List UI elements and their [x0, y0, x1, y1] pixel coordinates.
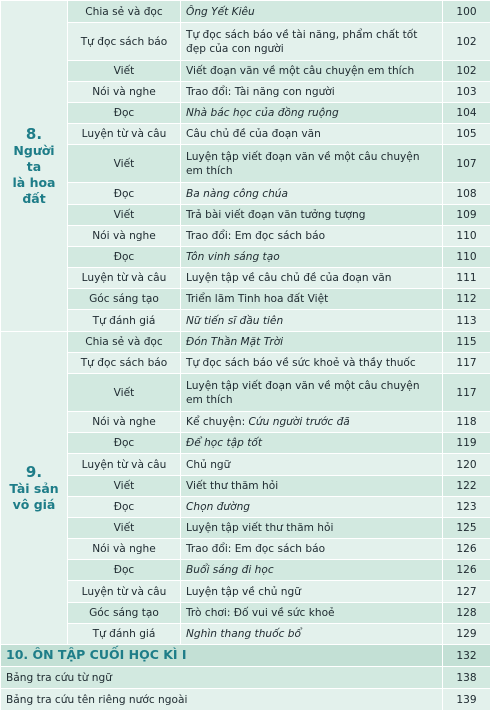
review-title-text: 10. ÔN TẬP CUỐI HỌC KÌ I: [6, 647, 187, 662]
lesson-activity: Tự đọc sách báo: [68, 353, 181, 374]
lesson-activity: Đọc: [68, 103, 181, 124]
lesson-activity: Đọc: [68, 497, 181, 518]
unit-name-line1: Người ta: [13, 142, 55, 174]
lesson-page-number: 104: [443, 103, 491, 124]
lesson-title-text: Trả bài viết đoạn văn tưởng tượng: [186, 209, 366, 221]
lesson-activity: Góc sáng tạo: [68, 603, 181, 624]
appendix-page-number: 138: [443, 667, 491, 689]
lesson-activity: Chia sẻ và đọc: [68, 332, 181, 353]
lesson-title-text: Trò chơi: Đố vui về sức khoẻ: [186, 607, 335, 619]
lesson-title[interactable]: [181, 539, 443, 560]
lesson-activity: Góc sáng tạo: [68, 289, 181, 310]
lesson-page-number: 117: [443, 374, 491, 412]
lesson-title-text: Trao đổi: Em đọc sách báo: [186, 230, 326, 242]
lesson-title-text: Nhà bác học của đồng ruộng: [186, 107, 339, 119]
lesson-page-number: 112: [443, 289, 491, 310]
lesson-title[interactable]: [181, 603, 443, 624]
lesson-title[interactable]: [181, 624, 443, 645]
lesson-activity: Đọc: [68, 247, 181, 268]
lesson-title-text: Nữ tiến sĩ đầu tiên: [186, 314, 284, 327]
lesson-page-number: 122: [443, 476, 491, 497]
lesson-page-number: 111: [443, 268, 491, 289]
lesson-title[interactable]: [181, 560, 443, 581]
appendix-row: [1, 667, 491, 689]
lesson-page-number: 109: [443, 205, 491, 226]
lesson-page-number: 117: [443, 353, 491, 374]
lesson-page-number: 102: [443, 23, 491, 61]
lesson-page-number: 103: [443, 82, 491, 103]
lesson-title[interactable]: [181, 310, 443, 332]
lesson-title[interactable]: [181, 454, 443, 476]
review-title[interactable]: [1, 645, 443, 667]
lesson-title[interactable]: [181, 205, 443, 226]
lesson-title[interactable]: [181, 353, 443, 374]
lesson-title-text: Ba nàng công chúa: [186, 187, 288, 200]
appendix-title[interactable]: Bảng tra cứu từ ngữ: [1, 667, 443, 689]
lesson-title[interactable]: [181, 332, 443, 353]
lesson-title[interactable]: [181, 433, 443, 454]
lesson-row: [1, 82, 491, 103]
lesson-activity: Nói và nghe: [68, 539, 181, 560]
lesson-row: [1, 103, 491, 124]
lesson-title[interactable]: [181, 289, 443, 310]
lesson-page-number: 127: [443, 581, 491, 603]
lesson-title[interactable]: [181, 497, 443, 518]
unit-heading: [1, 1, 68, 332]
lesson-page-number: 107: [443, 145, 491, 183]
lesson-title[interactable]: [181, 145, 443, 183]
lesson-title[interactable]: [181, 518, 443, 539]
lesson-activity: Viết: [68, 61, 181, 82]
lesson-page-number: 123: [443, 497, 491, 518]
lesson-activity: Tự đánh giá: [68, 624, 181, 645]
lesson-title-text: Chọn đường: [186, 501, 251, 513]
lesson-row: [1, 581, 491, 603]
lesson-title-text: Triển lãm Tinh hoa đất Việt: [186, 293, 329, 305]
lesson-activity: Nói và nghe: [68, 82, 181, 103]
lesson-page-number: 129: [443, 624, 491, 645]
lesson-row: [1, 289, 491, 310]
unit-number: 9.: [25, 462, 43, 481]
lesson-title-text: Viết đoạn văn về một câu chuyện em thích: [186, 65, 415, 77]
lesson-title-text: Câu chủ đề của đoạn văn: [186, 128, 321, 140]
lesson-title-text: Trao đổi: Tài năng con người: [186, 86, 335, 98]
lesson-title-text: Ông Yết Kiêu: [186, 5, 255, 18]
lesson-row: [1, 518, 491, 539]
lesson-title[interactable]: [181, 183, 443, 205]
lesson-title-text: Để học tập tốt: [186, 437, 263, 449]
unit-name-line2: vô giá: [12, 496, 56, 512]
lesson-title[interactable]: [181, 103, 443, 124]
review-row: [1, 645, 491, 667]
lesson-page-number: 110: [443, 226, 491, 247]
appendix-page-number: 139: [443, 689, 491, 711]
lesson-title[interactable]: [181, 581, 443, 603]
lesson-page-number: 102: [443, 61, 491, 82]
lesson-activity: Viết: [68, 476, 181, 497]
lesson-row: [1, 433, 491, 454]
lesson-title-text: Tự đọc sách báo về sức khoẻ và thầy thuốc: [186, 357, 416, 369]
lesson-row: [1, 539, 491, 560]
lesson-page-number: 110: [443, 247, 491, 268]
lesson-title-text: Buổi sáng đi học: [186, 564, 274, 576]
lesson-row: [1, 61, 491, 82]
lesson-page-number: 120: [443, 454, 491, 476]
unit-heading: [1, 332, 68, 645]
lesson-activity: Viết: [68, 145, 181, 183]
lesson-activity: Viết: [68, 518, 181, 539]
lesson-row: [1, 374, 491, 412]
unit-name-line1: Tài sản: [9, 480, 59, 496]
lesson-title[interactable]: [181, 247, 443, 268]
lesson-activity: Đọc: [68, 183, 181, 205]
lesson-title[interactable]: [181, 1, 443, 23]
lesson-activity: Luyện từ và câu: [68, 454, 181, 476]
lesson-title-text: Trao đổi: Em đọc sách báo: [186, 543, 326, 555]
lesson-row: [1, 1, 491, 23]
lesson-page-number: 100: [443, 1, 491, 23]
review-page-number: 132: [443, 645, 491, 667]
lesson-page-number: 108: [443, 183, 491, 205]
lesson-row: [1, 560, 491, 581]
lesson-title-text: Luyện tập về câu chủ đề của đoạn văn: [186, 272, 392, 284]
lesson-title[interactable]: [181, 412, 443, 433]
lesson-row: [1, 476, 491, 497]
lesson-title-text: Đón Thần Mặt Trời: [186, 336, 284, 348]
lesson-title-text: Luyện tập viết thư thăm hỏi: [186, 522, 334, 534]
lesson-title[interactable]: [181, 374, 443, 412]
appendix-title[interactable]: Bảng tra cứu tên riêng nước ngoài: [1, 689, 443, 711]
lesson-title[interactable]: [181, 124, 443, 145]
lesson-page-number: 105: [443, 124, 491, 145]
lesson-title[interactable]: [181, 82, 443, 103]
lesson-row: [1, 247, 491, 268]
lesson-activity: Luyện từ và câu: [68, 581, 181, 603]
lesson-page-number: 119: [443, 433, 491, 454]
lesson-activity: Nói và nghe: [68, 412, 181, 433]
lesson-row: [1, 205, 491, 226]
lesson-title-text: Nghìn thang thuốc bổ: [186, 628, 302, 640]
lesson-activity: Tự đọc sách báo: [68, 23, 181, 61]
lesson-row: [1, 23, 491, 61]
lesson-row: [1, 145, 491, 183]
lesson-activity: Đọc: [68, 560, 181, 581]
lesson-activity: Nói và nghe: [68, 226, 181, 247]
lesson-activity: Tự đánh giá: [68, 310, 181, 332]
lesson-page-number: 113: [443, 310, 491, 332]
lesson-title-text: Tôn vinh sáng tạo: [186, 251, 280, 263]
lesson-activity: Viết: [68, 374, 181, 412]
lesson-title[interactable]: [181, 61, 443, 82]
lesson-title-prefix: Kể chuyện:: [186, 416, 249, 428]
unit-name-line2: là hoa đất: [12, 174, 56, 206]
lesson-activity: Đọc: [68, 433, 181, 454]
lesson-page-number: 115: [443, 332, 491, 353]
lesson-row: [1, 603, 491, 624]
lesson-row: [1, 226, 491, 247]
lesson-page-number: 118: [443, 412, 491, 433]
lesson-row: [1, 183, 491, 205]
appendix-row: [1, 689, 491, 711]
lesson-row: [1, 332, 491, 353]
lesson-activity: Luyện từ và câu: [68, 268, 181, 289]
lesson-title[interactable]: [181, 268, 443, 289]
lesson-title-text: Cứu người trước đã: [248, 416, 350, 428]
lesson-page-number: 126: [443, 560, 491, 581]
lesson-title-text: Viết thư thăm hỏi: [186, 480, 279, 492]
lesson-row: [1, 124, 491, 145]
lesson-row: [1, 497, 491, 518]
lesson-title[interactable]: [181, 226, 443, 247]
lesson-row: [1, 412, 491, 433]
lesson-page-number: 128: [443, 603, 491, 624]
lesson-activity: Luyện từ và câu: [68, 124, 181, 145]
lesson-row: [1, 310, 491, 332]
lesson-title-text: Chủ ngữ: [186, 458, 231, 471]
lesson-row: [1, 454, 491, 476]
lesson-activity: Viết: [68, 205, 181, 226]
lesson-row: [1, 268, 491, 289]
lesson-title[interactable]: [181, 476, 443, 497]
unit-number: 8.: [25, 124, 43, 143]
lesson-row: [1, 353, 491, 374]
lesson-title-text: Luyện tập viết đoạn văn về một câu chuyện em thích: [186, 379, 420, 406]
lesson-title-text: Luyện tập viết đoạn văn về một câu chuyện em thích: [186, 150, 420, 177]
lesson-title-text: Tự đọc sách báo về tài năng, phẩm chất tốt đẹp của con người: [186, 28, 418, 55]
lesson-title-text: Luyện tập về chủ ngữ: [186, 585, 301, 598]
lesson-row: [1, 624, 491, 645]
lesson-page-number: 125: [443, 518, 491, 539]
lesson-activity: Chia sẻ và đọc: [68, 1, 181, 23]
lesson-page-number: 126: [443, 539, 491, 560]
lesson-title[interactable]: [181, 23, 443, 61]
